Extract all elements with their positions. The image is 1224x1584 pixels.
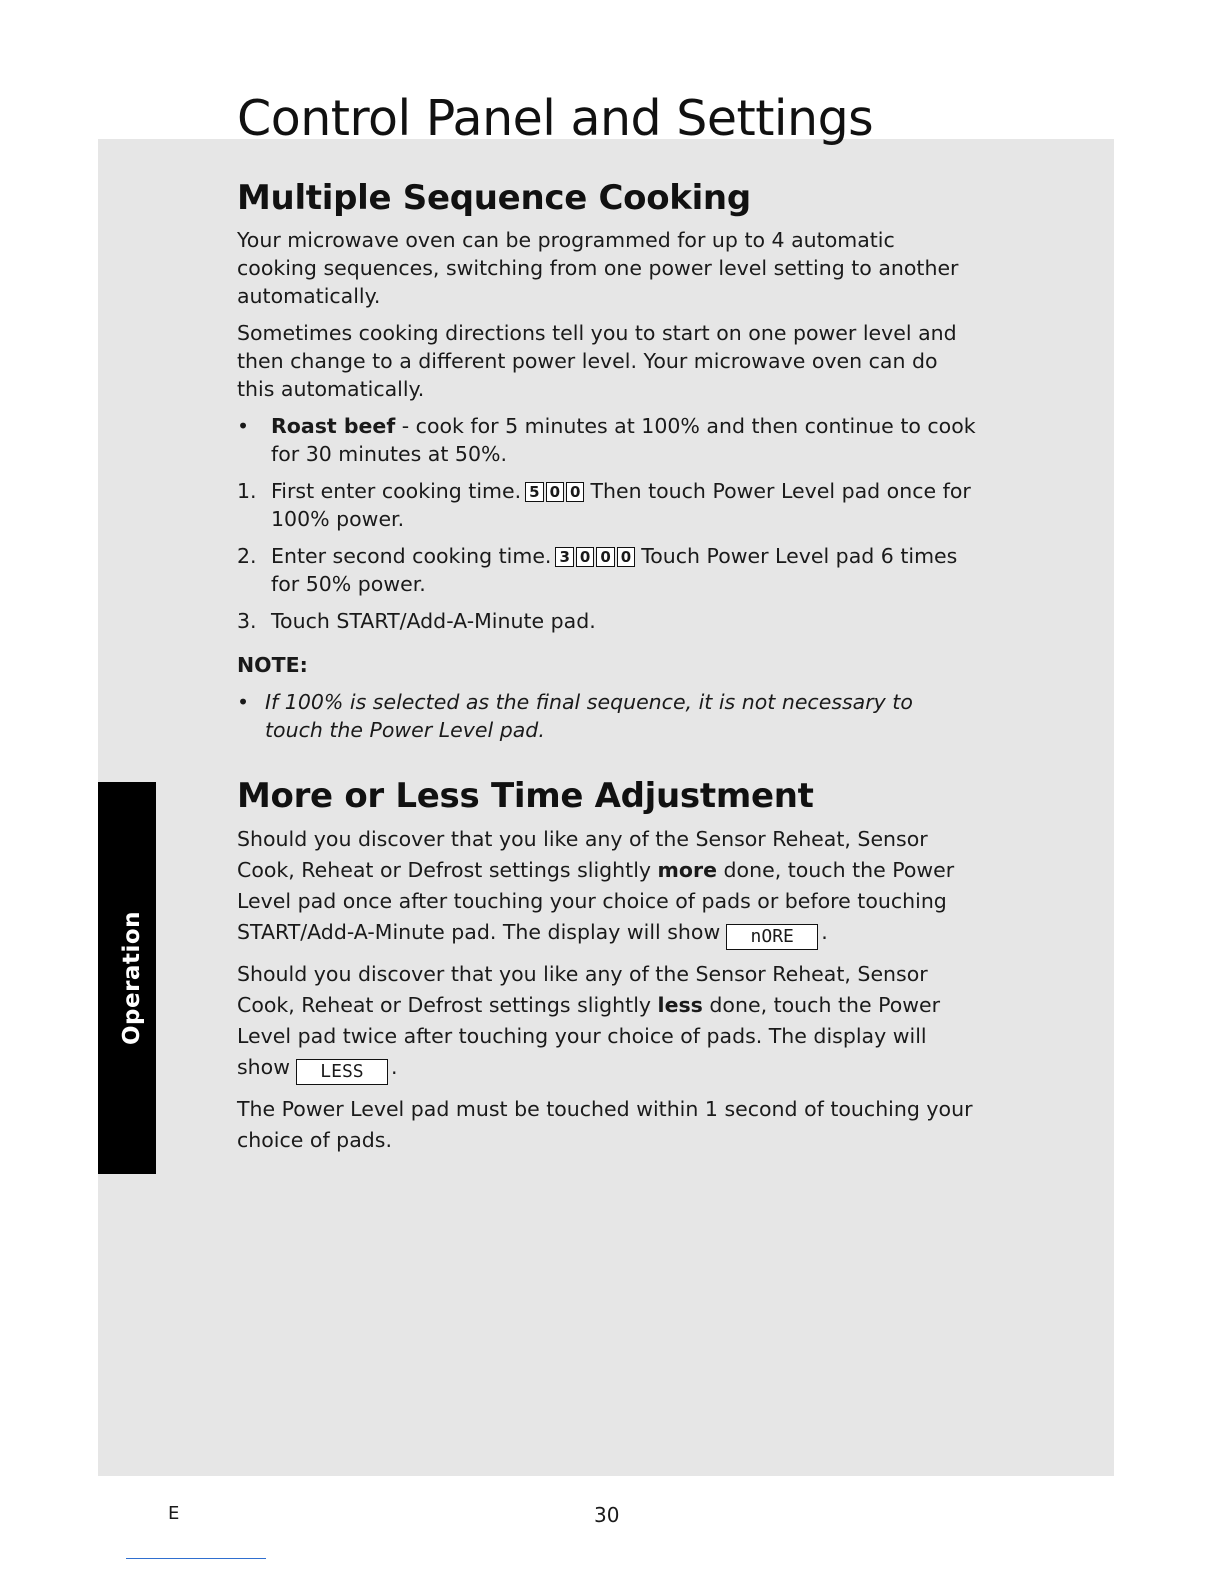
display-less: LESS (296, 1059, 388, 1085)
step-item (237, 477, 977, 533)
keypad-key: 0 (617, 547, 635, 567)
intro-paragraph: Your microwave oven can be programmed for up to 4 automatic cooking sequences, switching from one power level setting to another automatically. (237, 228, 959, 308)
example-bullet (237, 412, 977, 468)
page-title: Control Panel and Settings (237, 90, 874, 147)
less-paragraph: Should you discover that you like any of the Sensor Reheat, Sensor Cook, Reheat or Defrost settings slightly less done, touch the Power Level pad twice after touching your choice of pads. The display will show LESS . (237, 959, 977, 1085)
step-text: Touch START/Add-A-Minute pad. (271, 609, 596, 633)
step-text: Touch Power Level pad 6 times for 50% power. (271, 544, 958, 596)
footer-rule (126, 1558, 266, 1559)
keypad-key: 5 (525, 482, 543, 502)
less-bold: less (657, 993, 703, 1017)
bullet-marker: • (237, 414, 250, 438)
step-text: First enter cooking time. (271, 479, 522, 503)
keypad-key: 0 (576, 547, 594, 567)
step-number: 3. (237, 609, 257, 633)
keypad-sequence (525, 477, 586, 505)
more-bold: more (657, 858, 718, 882)
step-item (237, 542, 977, 598)
section-heading-multiple-sequence: Multiple Sequence Cooking (237, 178, 751, 218)
more-paragraph: Should you discover that you like any of the Sensor Reheat, Sensor Cook, Reheat or Defrost settings slightly more done, touch the Power Level pad once after touching your choice of pads or before touching START/Add-A-Minute pad. The display will show nORE . (237, 824, 977, 950)
step-item (237, 607, 977, 635)
keypad-sequence (555, 542, 637, 570)
bullet-bold-label: Roast beef (271, 414, 396, 438)
time-adjustment-section (237, 774, 977, 1156)
page-number: 30 (594, 1503, 620, 1527)
footer-language-letter: E (168, 1503, 180, 1524)
keypad-key: 0 (596, 547, 614, 567)
step-text: Then touch Power Level pad once for 100% power. (271, 479, 971, 531)
display-more: nORE (726, 924, 818, 950)
step-text: Enter second cooking time. (271, 544, 552, 568)
timing-paragraph: The Power Level pad must be touched within 1 second of touching your choice of pads. (237, 1097, 973, 1152)
step-number: 1. (237, 479, 257, 503)
note-item (237, 688, 977, 744)
note-bullet: • (237, 690, 250, 714)
side-tab-label: Operation (119, 910, 145, 1046)
note-label: NOTE: (237, 653, 308, 677)
main-content (237, 176, 977, 1156)
bullet-text: - cook for 5 minutes at 100% and then continue to cook for 30 minutes at 50%. (271, 414, 976, 466)
note-text: If 100% is selected as the final sequence, it is not necessary to touch the Power Level pad. (265, 690, 913, 742)
keypad-key: 0 (546, 482, 564, 502)
keypad-key: 0 (566, 482, 584, 502)
keypad-key: 3 (555, 547, 573, 567)
explanation-paragraph: Sometimes cooking directions tell you to start on one power level and then change to a different power level. Your microwave oven can do this automatically. (237, 321, 957, 401)
section-heading-time-adjustment: More or Less Time Adjustment (237, 776, 814, 816)
step-number: 2. (237, 544, 257, 568)
